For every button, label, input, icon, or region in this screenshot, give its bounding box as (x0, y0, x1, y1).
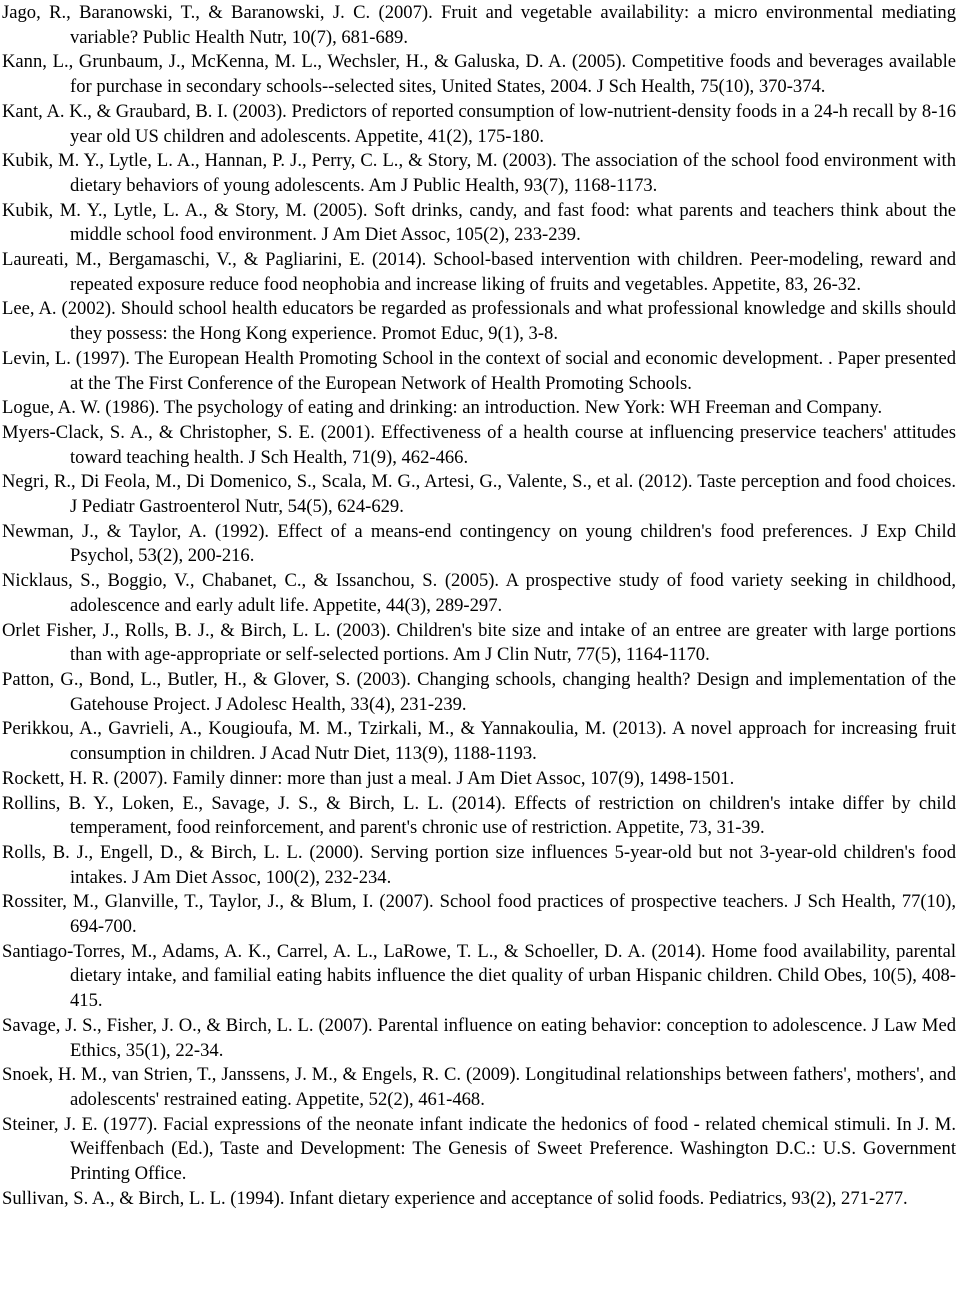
reference-list (2, 1, 956, 1211)
reference-entry: Rossiter, M., Glanville, T., Taylor, J., & Blum, I. (2007). School food practices of prospective teachers. J Sch Health, 77(10), 694-700. (2, 891, 956, 938)
reference-entry: Kubik, M. Y., Lytle, L. A., & Story, M. (2005). Soft drinks, candy, and fast food: what parents and teachers think about the middle school food environment. J Am Diet Assoc, 105(2), 233-239. (2, 199, 956, 246)
reference-entry: Rolls, B. J., Engell, D., & Birch, L. L. (2000). Serving portion size influences 5-year-old but not 3-year-old children's food intakes. J Am Diet Assoc, 100(2), 232-234. (2, 841, 956, 888)
reference-entry: Perikkou, A., Gavrieli, A., Kougioufa, M. M., Tzirkali, M., & Yannakoulia, M. (2013). A novel approach for increasing fruit consumption in children. J Acad Nutr Diet, 113(9), 1188-1193. (2, 718, 956, 765)
reference-entry: Laureati, M., Bergamaschi, V., & Pagliarini, E. (2014). School-based intervention with children. Peer-modeling, reward and repeated exposure reduce food neophobia and increase liking of fruits and vegetables. Appetite, 83, 26-32. (2, 249, 956, 295)
reference-entry: Santiago-Torres, M., Adams, A. K., Carrel, A. L., LaRowe, T. L., & Schoeller, D. A. (2014). Home food availability, parental dietary intake, and familial eating habits influence the diet quality of urban Hispanic children. Child Obes, 10(5), 408-415. (2, 940, 956, 1012)
reference-entry: Myers-Clack, S. A., & Christopher, S. E. (2001). Effectiveness of a health course at influencing preservice teachers' attitudes toward teaching health. J Sch Health, 71(9), 462-466. (2, 421, 956, 468)
reference-entry: Negri, R., Di Feola, M., Di Domenico, S., Scala, M. G., Artesi, G., Valente, S., et al. (2012). Taste perception and food choices. J Pediatr Gastroenterol Nutr, 54(5), 624-629. (2, 471, 956, 518)
reference-entry: Nicklaus, S., Boggio, V., Chabanet, C., & Issanchou, S. (2005). A prospective study of food variety seeking in childhood, adolescence and early adult life. Appetite, 44(3), 289-297. (2, 570, 956, 616)
reference-entry: Jago, R., Baranowski, T., & Baranowski, J. C. (2007). Fruit and vegetable availability: a micro environmental mediating variable? Public Health Nutr, 10(7), 681-689. (2, 2, 956, 48)
reference-entry: Kann, L., Grunbaum, J., McKenna, M. L., Wechsler, H., & Galuska, D. A. (2005). Competitive foods and beverages available for purchase in secondary schools--selected sites, United States, 2004. J Sch Health, 75(10), 370-374. (2, 51, 956, 98)
reference-entry: Kant, A. K., & Graubard, B. I. (2003). Predictors of reported consumption of low-nutrient-density foods in a 24-h recall by 8-16 year old US children and adolescents. Appetite, 41(2), 175-180. (2, 100, 956, 147)
reference-entry: Lee, A. (2002). Should school health educators be regarded as professionals and what professional knowledge and skills should they possess: the Hong Kong experience. Promot Educ, 9(1), 3-8. (2, 298, 956, 345)
reference-entry: Rockett, H. R. (2007). Family dinner: more than just a meal. J Am Diet Assoc, 107(9), 1498-1501. (2, 767, 735, 789)
reference-entry: Snoek, H. M., van Strien, T., Janssens, J. M., & Engels, R. C. (2009). Longitudinal relationships between fathers', mothers', and adolescents' restrained eating. Appetite, 52(2), 461-468. (2, 1064, 956, 1110)
reference-entry: Logue, A. W. (1986). The psychology of eating and drinking: an introduction. New York: WH Freeman and Company. (2, 397, 883, 419)
reference-entry: Kubik, M. Y., Lytle, L. A., Hannan, P. J., Perry, C. L., & Story, M. (2003). The association of the school food environment with dietary behaviors of young adolescents. Am J Public Health, 93(7), 1168-1173. (2, 150, 956, 196)
reference-entry: Newman, J., & Taylor, A. (1992). Effect of a means-end contingency on young children's food preferences. J Exp Child Psychol, 53(2), 200-216. (2, 520, 956, 567)
reference-entry: Steiner, J. E. (1977). Facial expressions of the neonate infant indicate the hedonics of food - related chemical stimuli. In J. M. Weiffenbach (Ed.), Taste and Development: The Genesis of Sweet Preference. Washington D.C.: U.S. Government Printing Office. (2, 1113, 956, 1185)
reference-entry: Savage, J. S., Fisher, J. O., & Birch, L. L. (2007). Parental influence on eating behavior: conception to adolescence. J Law Med Ethics, 35(1), 22-34. (2, 1014, 956, 1061)
reference-entry: Sullivan, S. A., & Birch, L. L. (1994). Infant dietary experience and acceptance of solid foods. Pediatrics, 93(2), 271-277. (2, 1187, 908, 1209)
reference-entry: Rollins, B. Y., Loken, E., Savage, J. S., & Birch, L. L. (2014). Effects of restriction on children's intake differ by child temperament, food reinforcement, and parent's chronic use of restriction. Appetite, 73, 31-39. (2, 792, 956, 839)
reference-entry: Orlet Fisher, J., Rolls, B. J., & Birch, L. L. (2003). Children's bite size and intake of an entree are greater with large portions than with age-appropriate or self-selected portions. Am J Clin Nutr, 77(5), 1164-1170. (2, 619, 956, 666)
reference-entry: Patton, G., Bond, L., Butler, H., & Glover, S. (2003). Changing schools, changing health? Design and implementation of the Gatehouse Project. J Adolesc Health, 33(4), 231-239. (2, 668, 956, 715)
reference-entry: Levin, L. (1997). The European Health Promoting School in the context of social and economic development. . Paper presented at the The First Conference of the European Network of Health Promoting Schools. (2, 347, 956, 394)
